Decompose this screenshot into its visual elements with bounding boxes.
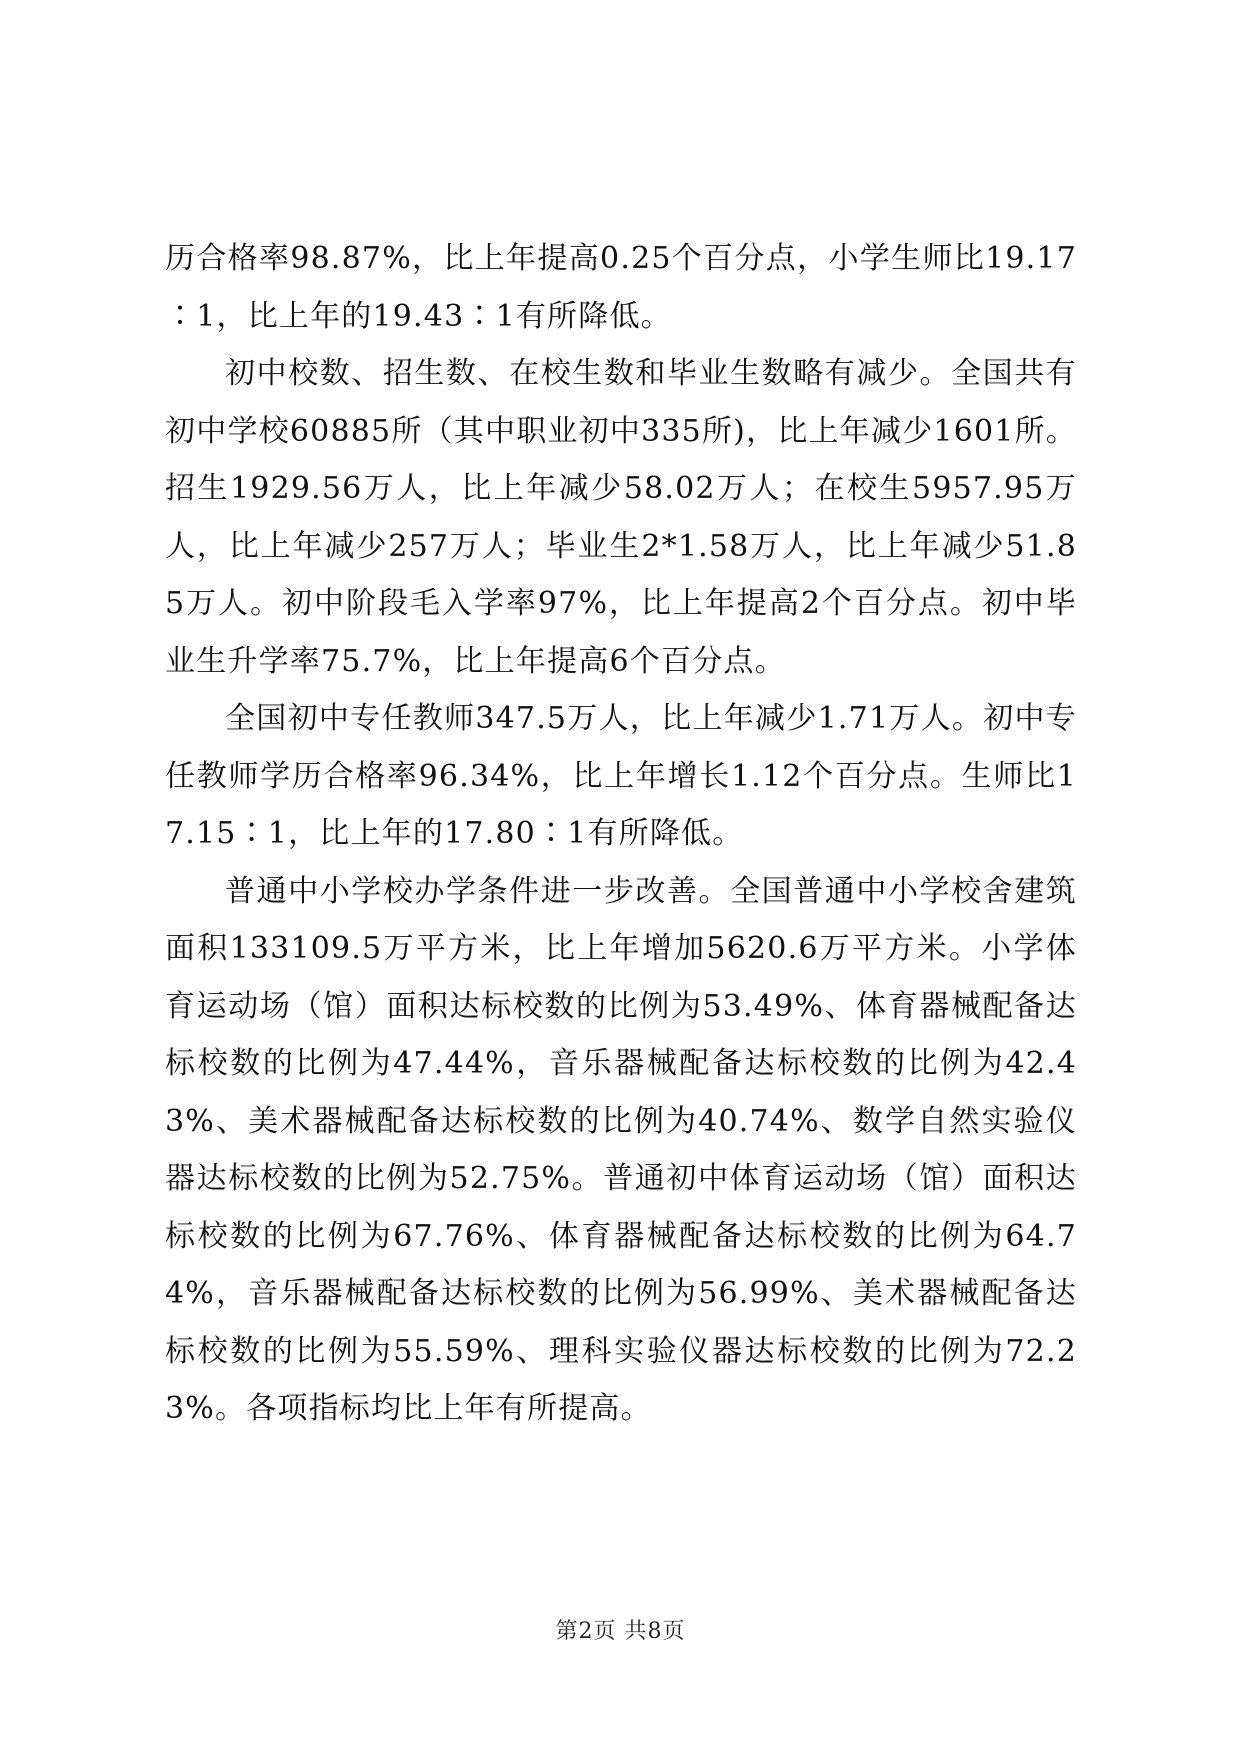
document-body bbox=[165, 230, 1077, 1438]
paragraph-junior-school-enrollment: 初中校数、招生数、在校生数和毕业生数略有减少。全国共有初中学校60885所（其中职业初中335所)，比上年减少1601所。招生1929.56万人，比上年减少58.02万人；在校生5957.95万人，比上年减少257万人；毕业生2*1.58万人，比上年减少51.85万人。初中阶段毛入学率97%，比上年提高2个百分点。初中毕业生升学率75.7%，比上年提高6个百分点。 bbox=[165, 356, 1077, 679]
paragraph-school-conditions: 普通中小学校办学条件进一步改善。全国普通中小学校舍建筑面积133109.5万平方米，比上年增加5620.6万平方米。小学体育运动场（馆）面积达标校数的比例为53.49%、体育器械配备达标校数的比例为47.44%，音乐器械配备达标校数的比例为42.43%、美术器械配备达标校数的比例为40.74%、数学自然实验仪器达标校数的比例为52.75%。普通初中体育运动场（馆）面积达标校数的比例为67.76%、体育器械配备达标校数的比例为64.74%，音乐器械配备达标校数的比例为56.99%、美术器械配备达标校数的比例为55.59%、理科实验仪器达标校数的比例为72.23%。各项指标均比上年有所提高。 bbox=[165, 873, 1077, 1426]
paragraph-continuation: 历合格率98.87%，比上年提高0.25个百分点，小学生师比19.17∶1，比上年的19.43∶1有所降低。 bbox=[165, 241, 1077, 334]
page-number-footer: 第2页 共8页 bbox=[555, 1619, 686, 1644]
paragraph-junior-school-teachers: 全国初中专任教师347.5万人，比上年减少1.71万人。初中专任教师学历合格率96.34%，比上年增长1.12个百分点。生师比17.15∶1，比上年的17.80∶1有所降低。 bbox=[165, 701, 1077, 851]
